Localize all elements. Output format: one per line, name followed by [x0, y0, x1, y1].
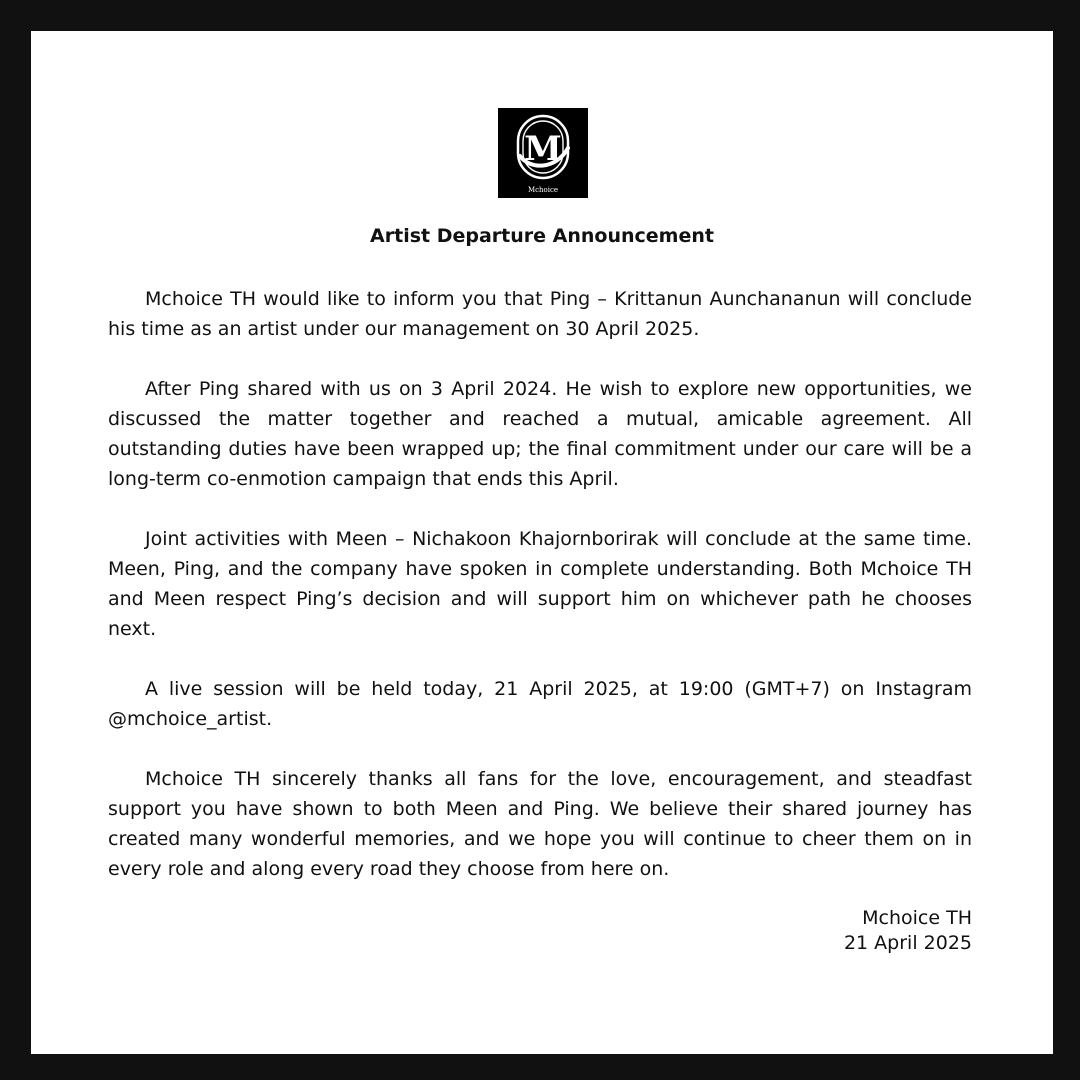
logo-wordmark: Mchoice	[527, 186, 559, 194]
paragraph-background: After Ping shared with us on 3 April 2024. He wish to explore new opportunities, we discussed the matter together and reached a mutual, amicable agreement. All outstanding duties have been wrapped up; the final commitment under our care will be a long-term co-enmotion campaign that ends this April.	[108, 378, 972, 490]
signoff-date: 21 April 2025	[843, 932, 972, 954]
announcement-title: Artist Departure Announcement	[370, 225, 714, 247]
signoff-company: Mchoice TH	[862, 907, 972, 929]
paragraph-live-session: A live session will be held today, 21 April 2025, at 19:00 (GMT+7) on Instagram @mchoice_artist.	[108, 678, 972, 730]
logo-monogram: M	[524, 129, 562, 169]
signoff	[844, 906, 972, 956]
announcement-body	[108, 284, 972, 914]
mchoice-logo	[498, 108, 588, 198]
paragraph-joint-activities: Joint activities with Meen – Nichakoon Khajornborirak will conclude at the same time. Meen, Ping, and the company have spoken in complete understanding. Both Mchoice TH and Meen respect Ping’s decision and will support him on whichever path he chooses next.	[108, 528, 972, 640]
paragraph-thanks: Mchoice TH sincerely thanks all fans for the love, encouragement, and steadfast support you have shown to both Meen and Ping. We believe their shared journey has created many wonderful memories, and we hope you will continue to cheer them on in every role and along every road they choose from here on.	[108, 768, 972, 880]
mchoice-logo-mark	[498, 108, 588, 198]
announcement-card	[31, 31, 1053, 1054]
paragraph-departure: Mchoice TH would like to inform you that Ping – Krittanun Aunchananun will conclude his time as an artist under our management on 30 April 2025.	[108, 288, 972, 340]
